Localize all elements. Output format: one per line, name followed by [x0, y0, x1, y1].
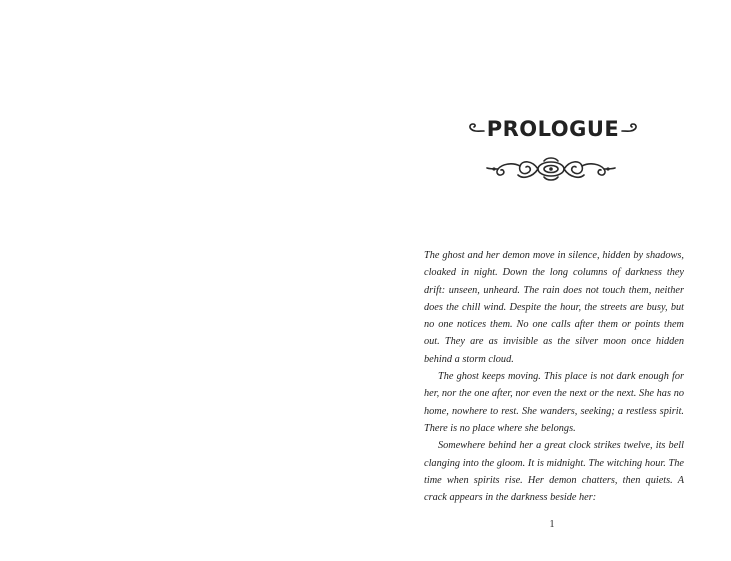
chapter-title: PROLOGUE: [486, 116, 620, 141]
chapter-heading: [478, 112, 628, 146]
right-flourish-icon: [621, 120, 641, 138]
left-flourish-icon: [465, 120, 485, 138]
paragraph-1: The ghost and her demon move in silence, hidden by shadows, cloaked in night. Down the long columns of darkness they drift: unseen, unheard. The rain does not touch them, neither does the chill wind. Despite the hour, the streets are busy, but no one notices them. No one calls after them or points them out. They are as invisible as the silver moon once hidden behind a storm cloud.: [424, 250, 684, 365]
body-text: [424, 247, 684, 506]
left-page-blank: [0, 0, 365, 561]
scroll-flourish-icon: [484, 152, 618, 186]
page-number: 1: [549, 519, 555, 530]
paragraph-2: The ghost keeps moving. This place is not dark enough for her, nor the one after, nor even the next or the next. She has no home, nowhere to rest. She wanders, seeking; a restless spirit. There is no place where she belongs.: [424, 371, 684, 434]
paragraph-3: Somewhere behind her a great clock strikes twelve, its bell clanging into the gloom. It is midnight. The witching hour. The time when spirits rise. Her demon chatters, then quiets. A crack appears in the darkness beside her:: [424, 440, 684, 504]
